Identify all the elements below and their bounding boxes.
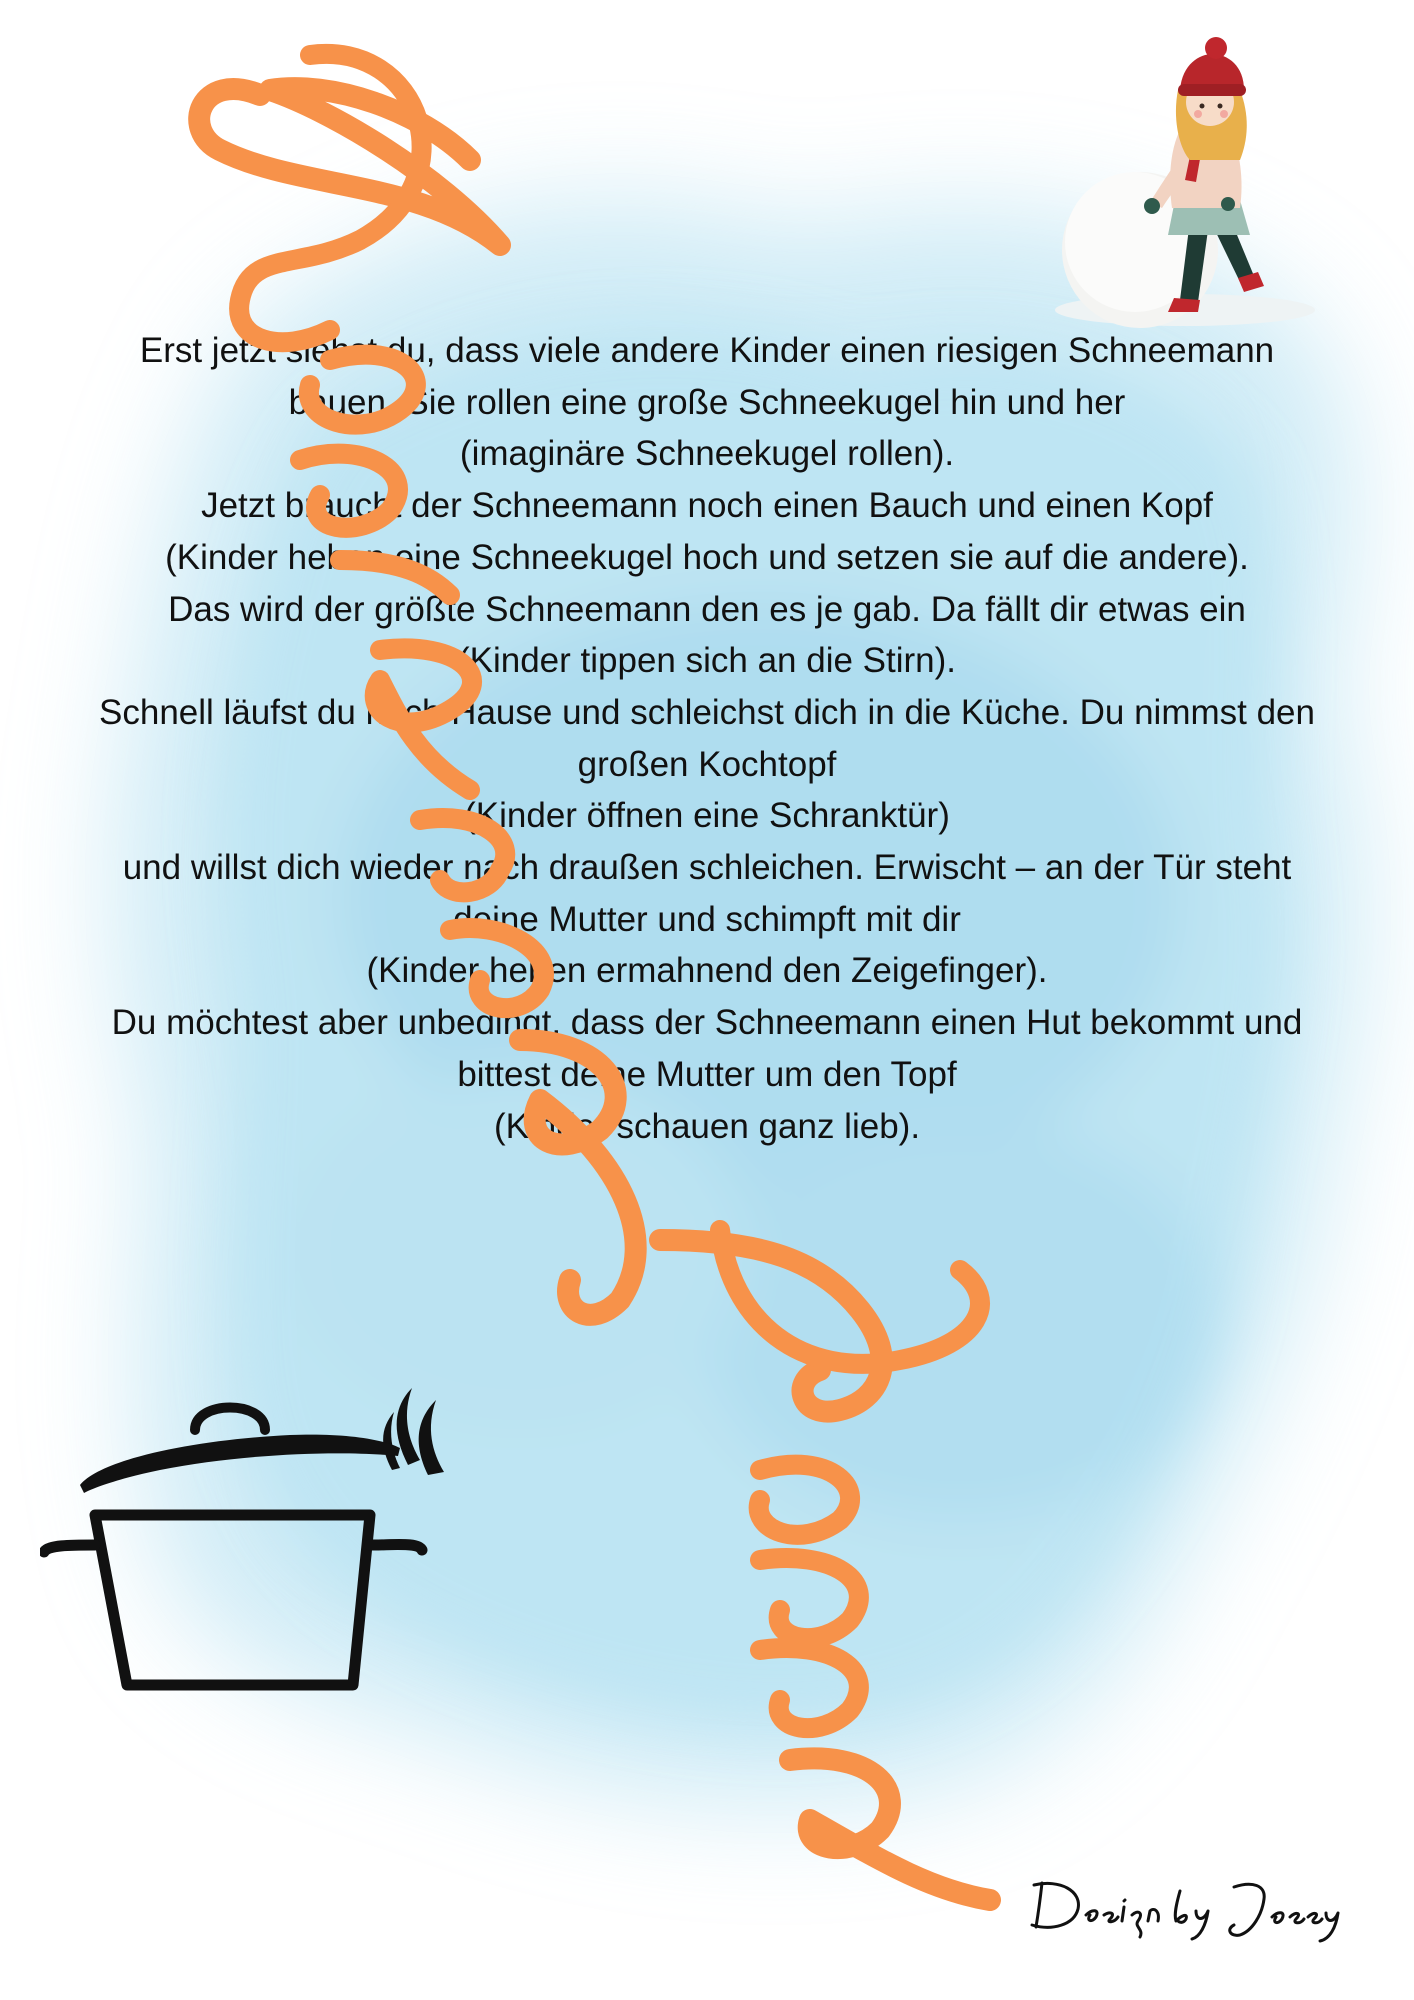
story-line: bauen. Sie rollen eine große Schneekugel hin und her [288, 382, 1126, 422]
story-line: bittest deine Mutter um den Topf [457, 1054, 957, 1094]
cooking-pot-icon [40, 1360, 460, 1700]
story-line: (Kinder tippen sich an die Stirn). [457, 641, 957, 681]
story-line: Du möchtest aber unbedingt, dass der Schneemann einen Hut bekommt und [111, 1003, 1303, 1043]
signature-logo [1020, 1865, 1360, 1945]
story-line: großen Kochtopf [577, 744, 837, 784]
story-line: (Kinder schauen ganz lieb). [493, 1106, 921, 1146]
story-line: deine Mutter und schimpft mit dir [453, 899, 961, 939]
story-line: (Kinder heben eine Schneekugel hoch und setzen sie auf die andere). [165, 537, 1249, 577]
story-line: Das wird der größte Schneemann den es je gab. Da fällt dir etwas ein [168, 589, 1246, 629]
story-line: Erst jetzt siehst du, dass viele andere Kinder einen riesigen Schneemann [139, 331, 1275, 370]
story-line: (imaginäre Schneekugel rollen). [459, 434, 955, 474]
story-text [50, 325, 1364, 1152]
story-line: (Kinder heben ermahnend den Zeigefinger). [366, 951, 1048, 991]
story-line: (Kinder öffnen eine Schranktür) [464, 796, 950, 836]
girl-rolling-snowball-illustration [1040, 20, 1330, 330]
story-line: und willst dich wieder nach draußen schleichen. Erwischt – an der Tür steht [122, 848, 1292, 888]
story-line: Schnell läufst du nach Hause und schleichst dich in die Küche. Du nimmst den [99, 692, 1315, 732]
story-line: Jetzt braucht der Schneemann noch einen Bauch und einen Kopf [201, 486, 1213, 526]
